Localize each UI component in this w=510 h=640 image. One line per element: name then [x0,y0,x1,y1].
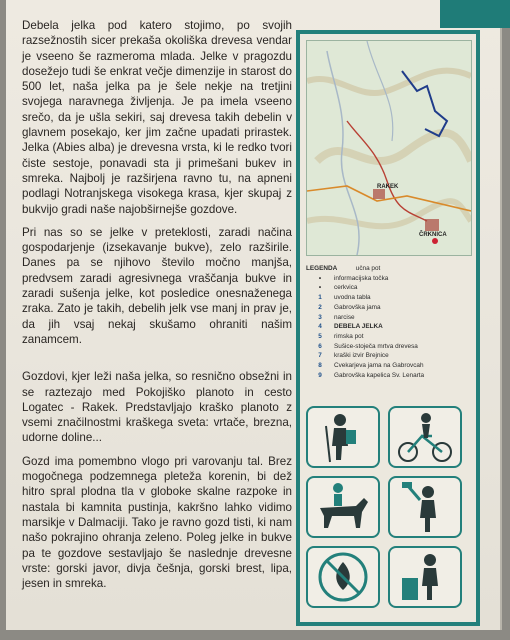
legend-item [306,313,470,323]
legend-item [306,322,470,332]
woodcutter-icon [388,476,462,538]
legend-symbol: 5 [318,332,322,340]
cyclist-icon [388,406,462,468]
legend-symbol: 2 [318,303,322,311]
hiker-icon [306,406,380,468]
legend-header [306,264,470,274]
trail-map [306,40,472,256]
legend-label: informacijska točka [334,274,389,282]
paragraph-4: Gozd ima pomembno vlogo pri varovanju tal. Brez mogočnega podzemnega pleteža korenin, bi dež hitro spral plodna tla v globoke skalne razpoke in nastala bi kamnita pustinja, kakršno lahko vidimo marsikje v Dalmaciji. Tako je ravno gozd tisti, ki nam našo pokrajino ohranja zeleno. Poleg jelke in bukve pa te gozdove sestavljajo še naslednje drevesne vrste: gorski javor, divja češnja, gorski brest, lipa, jesen in smreka. [22,454,292,591]
legend-symbol: • [318,274,322,282]
legend-symbol: 1 [318,294,322,302]
paragraph-1: Debela jelka pod katero stojimo, po svojih razsežnostih sicer prekaša okoliška drevesa vendar je vseeno še razmeroma mlada. Jelke v pragozdu dosežejo tudi še enkrat večje dimenzije in starost do 500 let, naša jelka pa je šele nekje na tretjini svojega naravnega življenja. Je pa imela vseeno srečo, da je ušla sekiri, saj drevesa takih debelin v glavnem posekajo, ker jim začne upadati prirastek. Jelka (Abies alba) je drevesna vrsta, ki le redko tvori čiste sestoje, ponavadi sta ji primešani bukev in smreka. Najbolj je razširjena ravno tu, na apneni podlagi Notranjskega visokega krasa, kjer skupaj z bukvijo gradi naše najobširnejše gozdove. [22,19,292,216]
legend-item [306,283,470,293]
legend-label: rimska pot [334,332,364,340]
legend-label: Sušice-stoječa mrtva drevesa [334,342,418,350]
paragraph-2: Pri nas so se jelke v preteklosti, zaradi načina gospodarjenje (izsekavanje bukve), zelo razširile. Danes pa se njihovo število močno manjša, predvsem zaradi agresivnega vraščanja bukve in zaradi sušenja jelke, kot posledice onesnaženega zraka. Zato je takih, debelih jelk vse manj in prav je, da jih vsaj nekaj skušamo ohraniti našim zanamcem. [22,225,292,346]
legend-symbol: 7 [318,352,322,360]
horse-rider-icon [306,476,380,538]
legend-item [306,351,470,361]
legend-label: uvodna tabla [334,294,371,302]
legend-item [306,274,470,284]
no-fire-icon [306,546,380,608]
legend-title: LEGENDA [306,265,338,272]
legend-item [306,293,470,303]
map-label-cerknica: ČRKNICA [419,232,447,238]
legend-label: narcise [334,313,355,321]
legend-list [306,274,470,381]
board-text [22,18,292,599]
legend-label: kraški izvir Brejnice [334,352,389,360]
legend-symbol: 4 [318,323,322,331]
accent-bar [440,0,510,28]
map-label-rakek: RAKEK [377,184,399,190]
legend-item [306,361,470,371]
legend-item [306,303,470,313]
legend-item [306,332,470,342]
legend-symbol: • [318,284,322,292]
legend-symbol: 9 [318,371,322,379]
legend-label: cerkvica [334,284,358,292]
activity-icons [306,406,470,608]
legend-label: Cvekarjeva jama na Gabrovcah [334,362,424,370]
legend-item [306,371,470,381]
legend-label: DEBELA JELKA [334,323,383,331]
legend-symbol: 3 [318,313,322,321]
forest-worker-icon [388,546,462,608]
legend-item [306,342,470,352]
sidebar-panel [296,30,480,626]
legend-label: Gabrovška kapelica Sv. Lenarta [334,371,425,379]
legend-symbol: 8 [318,362,322,370]
legend-subtitle: učna pot [355,265,381,272]
map-drawing [307,41,471,255]
map-legend [306,264,470,380]
legend-symbol: 6 [318,342,322,350]
paragraph-3: Gozdovi, kjer leži naša jelka, so resnično obsežni in se raztezajo med Pokojiško planoto in cesto Logatec - Rakek. Predstavljajo kraško planoto z vsemi značilnostmi kraškega sveta: vrtače, brezna, udorne doline... [22,370,292,445]
legend-label: Gabrovška jama [334,303,381,311]
